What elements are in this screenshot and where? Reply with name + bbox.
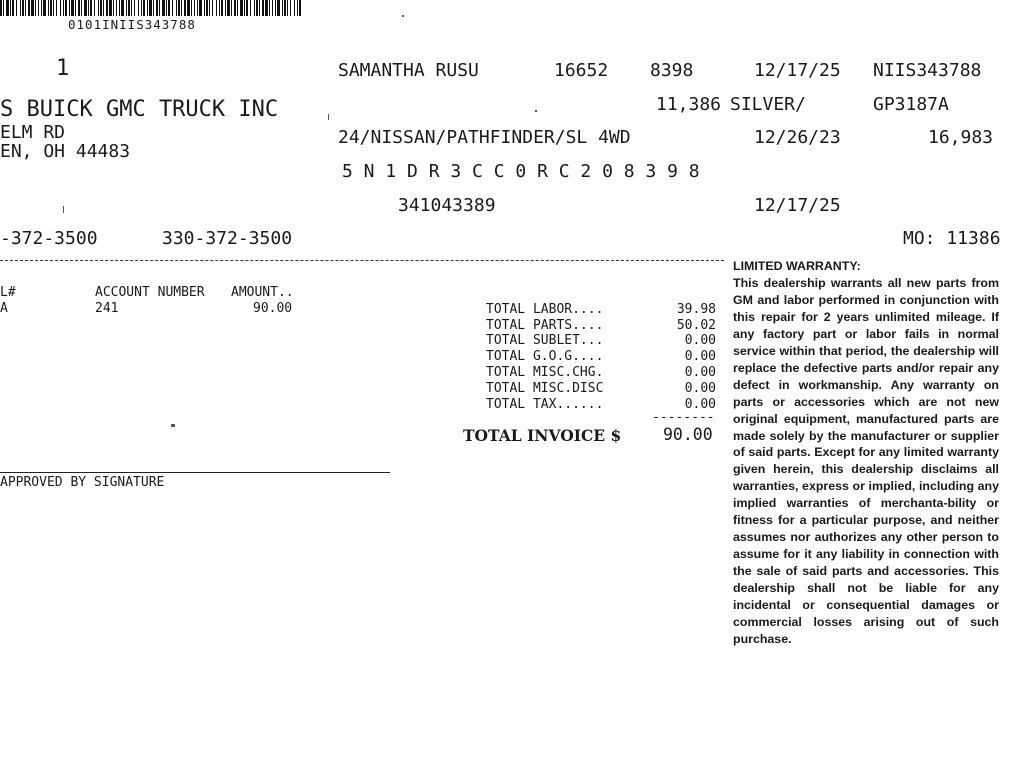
scan-speck (171, 424, 175, 427)
mileage-out: 16,983 (928, 127, 994, 148)
total-invoice-label: TOTAL INVOICE $ (463, 426, 622, 445)
totals-separator: -------- (652, 410, 715, 425)
total-parts-value: 50.02 (676, 318, 716, 333)
vehicle-color: SILVER/ (730, 94, 806, 115)
stock-number: GP3187A (873, 94, 949, 115)
tag-number: 8398 (650, 60, 694, 81)
warranty-body: This dealership warrants all new parts from GM and labor performed in conjunction with this repair for 2 years unlimited mileage. If any factory part or labor fails in normal service within that period, the dealership will replace the defective parts and/or repair any defect in workmanship. Any warranty on parts or accessories which are not new original equipment, manufactured parts are made solely by the manufacturer or supplier of said parts. Except for any limited warranty given herein, this dealership disclaims all warranties, express or implied, including any implied warranties of merchanta-bility or fitness for a particular purpose, and neither assumes nor authorizes any other person to assume for it any liability in connection with the sale of said parts and accessories. This dealership shall not be liable for any incidental or consequential damages or commercial losses arising out of such purchase. (733, 275, 999, 646)
barcode-text: 0101INIIS343788 (68, 17, 196, 32)
total-misc-chg-row (486, 365, 716, 380)
total-labor-value: 39.98 (676, 302, 716, 317)
total-tax-value: 0.00 (684, 397, 716, 412)
vehicle-description: 24/NISSAN/PATHFINDER/SL 4WD (338, 127, 631, 148)
ro-number: 341043389 (398, 195, 496, 216)
dealer-phone-1: -372-3500 (0, 228, 98, 249)
dashed-divider (0, 260, 724, 261)
vin-number: 5 N 1 D R 3 C C 0 R C 2 0 8 3 9 8 (342, 161, 700, 182)
payment-header-line: L# (0, 285, 16, 300)
total-sublet-label: TOTAL SUBLET... (486, 333, 604, 348)
delivery-date: 12/26/23 (754, 127, 841, 148)
scan-speck (535, 110, 537, 112)
total-misc-disc-value: 0.00 (684, 381, 716, 396)
total-tax-label: TOTAL TAX...... (486, 397, 604, 412)
payment-row-amount: 90.00 (253, 301, 293, 316)
total-sublet-value: 0.00 (684, 333, 716, 348)
payment-header-account: ACCOUNT NUMBER (95, 285, 205, 300)
scan-speck (63, 206, 64, 213)
payment-row-account: 241 (95, 301, 119, 316)
warranty-title: LIMITED WARRANTY: (733, 259, 861, 273)
signature-line (0, 472, 390, 473)
dealer-phone-2: 330-372-3500 (162, 228, 293, 249)
signature-label: APPROVED BY SIGNATURE (0, 475, 165, 490)
total-invoice-value: 90.00 (663, 425, 713, 444)
payment-row-line: A (0, 301, 8, 316)
barcode-graphic (0, 0, 300, 16)
mileage-in: 11,386 (656, 94, 722, 115)
total-sublet-row (486, 333, 716, 348)
total-misc-chg-label: TOTAL MISC.CHG. (486, 365, 604, 380)
total-misc-disc-row (486, 381, 716, 396)
total-parts-row (486, 318, 716, 333)
dealer-address: ELM RD (0, 122, 66, 143)
total-gog-row (486, 349, 716, 364)
total-parts-label: TOTAL PARTS.... (486, 318, 604, 333)
customer-name: SAMANTHA RUSU (338, 60, 479, 81)
total-misc-disc-label: TOTAL MISC.DISC (486, 381, 604, 396)
mo-number: MO: 11386 (903, 228, 1001, 249)
date-in: 12/17/25 (754, 60, 841, 81)
dealer-name: S BUICK GMC TRUCK INC (0, 97, 279, 122)
payment-header-amount: AMOUNT.. (231, 285, 294, 300)
total-labor-row (486, 302, 716, 317)
scan-speck (402, 15, 404, 17)
date-closed: 12/17/25 (754, 195, 841, 216)
total-gog-value: 0.00 (684, 349, 716, 364)
total-gog-label: TOTAL G.O.G.... (486, 349, 604, 364)
customer-number: 16652 (554, 60, 609, 81)
total-misc-chg-value: 0.00 (684, 365, 716, 380)
total-labor-label: TOTAL LABOR.... (486, 302, 604, 317)
limited-warranty (733, 258, 999, 648)
dealer-city: EN, OH 44483 (0, 141, 131, 162)
invoice-number: NIIS343788 (873, 60, 982, 81)
page-number: 1 (56, 56, 70, 81)
scan-speck (328, 114, 329, 120)
